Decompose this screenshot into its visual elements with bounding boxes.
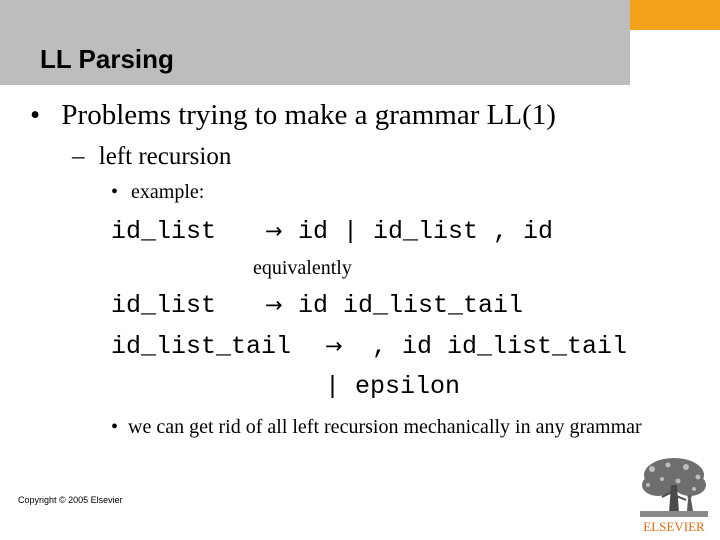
bullet-level2 — [72, 144, 231, 169]
rule3-lhs: id_list_tail — [111, 332, 292, 361]
rule3-rhs: , id id_list_tail — [372, 332, 628, 361]
bullet-level1 — [30, 101, 556, 130]
elsevier-logo — [638, 455, 710, 535]
elsevier-wordmark: ELSEVIER — [643, 519, 705, 534]
bullet-text: left recursion — [98, 143, 232, 170]
rule2-lhs: id_list — [111, 291, 217, 320]
accent-block — [630, 0, 720, 30]
slide-title: LL Parsing — [40, 44, 174, 74]
bullet-text: Problems trying to make a grammar LL(1) — [61, 99, 556, 131]
equivalently-label: equivalently — [253, 257, 352, 279]
copyright-notice: Copyright © 2005 Elsevier — [18, 495, 123, 505]
dash-marker: – — [72, 143, 85, 170]
arrow-icon: → — [265, 219, 283, 243]
bullet-level3 — [111, 182, 204, 202]
arrow-icon: → — [265, 293, 283, 317]
bullet-text: we can get rid of all left recursion mechanically in any grammar — [128, 416, 642, 438]
bullet-text: example: — [131, 181, 205, 203]
bullet-marker: • — [30, 99, 41, 131]
rule1-lhs: id_list — [111, 217, 217, 246]
arrow-icon: → — [325, 334, 343, 358]
bullet-level3-final — [111, 414, 671, 441]
bullet-marker: • — [111, 181, 119, 203]
rule4-alternative: | epsilon — [325, 372, 461, 401]
elsevier-tree-icon — [638, 455, 710, 535]
rule2-rhs: id id_list_tail — [298, 291, 524, 320]
bullet-marker: • — [111, 416, 119, 438]
rule1-rhs: id | id_list , id — [298, 217, 554, 246]
